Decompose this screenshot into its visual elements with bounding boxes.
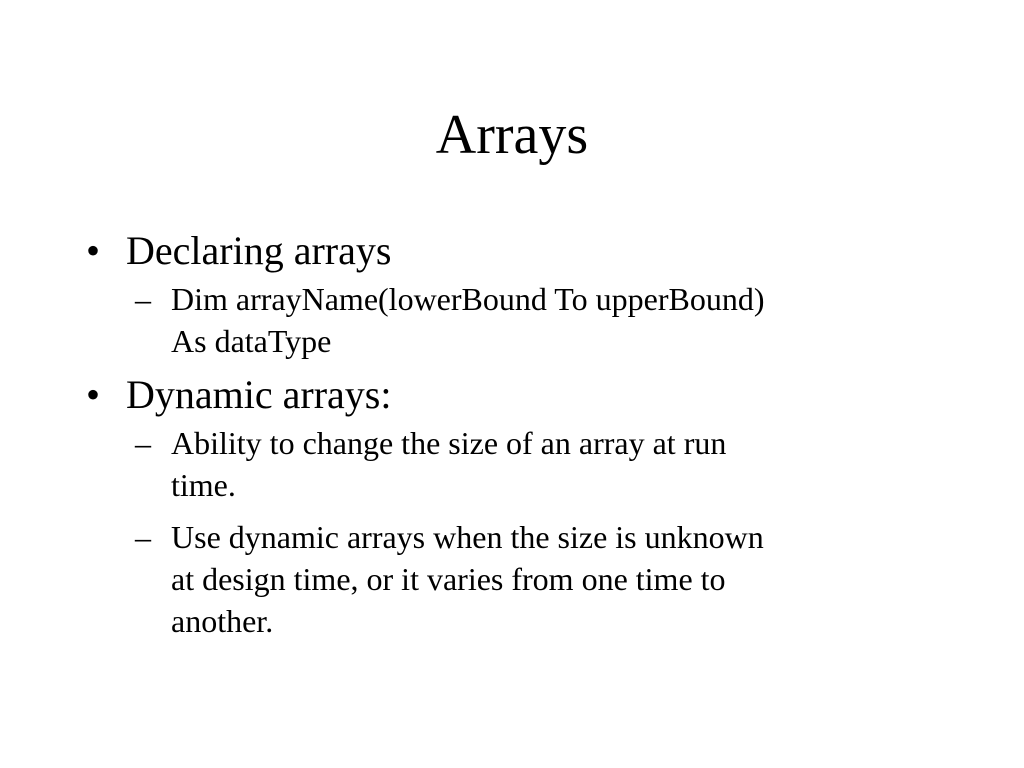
sub-bullet-marker: –	[135, 425, 151, 461]
sub-bullet-item	[135, 422, 951, 506]
sub-bullet-line: another.	[171, 603, 274, 639]
sub-bullet-line: at design time, or it varies from one time to	[171, 561, 726, 597]
sub-bullet-line: time.	[171, 467, 236, 503]
sub-bullet-line: Use dynamic arrays when the size is unknown	[171, 519, 764, 555]
sub-bullet-line: Ability to change the size of an array at run	[171, 425, 727, 461]
sub-bullet-line: Dim arrayName(lowerBound To upperBound)	[171, 281, 765, 317]
bullet-item	[86, 228, 936, 362]
sub-bullet-marker: –	[135, 281, 151, 317]
sub-bullet-marker: –	[135, 519, 151, 555]
sub-bullet-item	[135, 278, 951, 362]
sub-bullet-item	[135, 516, 951, 642]
sub-list	[135, 422, 936, 642]
sub-list	[135, 278, 936, 362]
bullet-text: Declaring arrays	[126, 228, 392, 273]
bullet-text: Dynamic arrays:	[126, 372, 392, 417]
bullet-marker: •	[86, 372, 101, 417]
slide-content	[86, 228, 936, 652]
slide-title: Arrays	[435, 104, 589, 166]
sub-bullet-line: As dataType	[171, 323, 332, 359]
bullet-item	[86, 372, 936, 642]
bullet-marker: •	[86, 228, 101, 273]
